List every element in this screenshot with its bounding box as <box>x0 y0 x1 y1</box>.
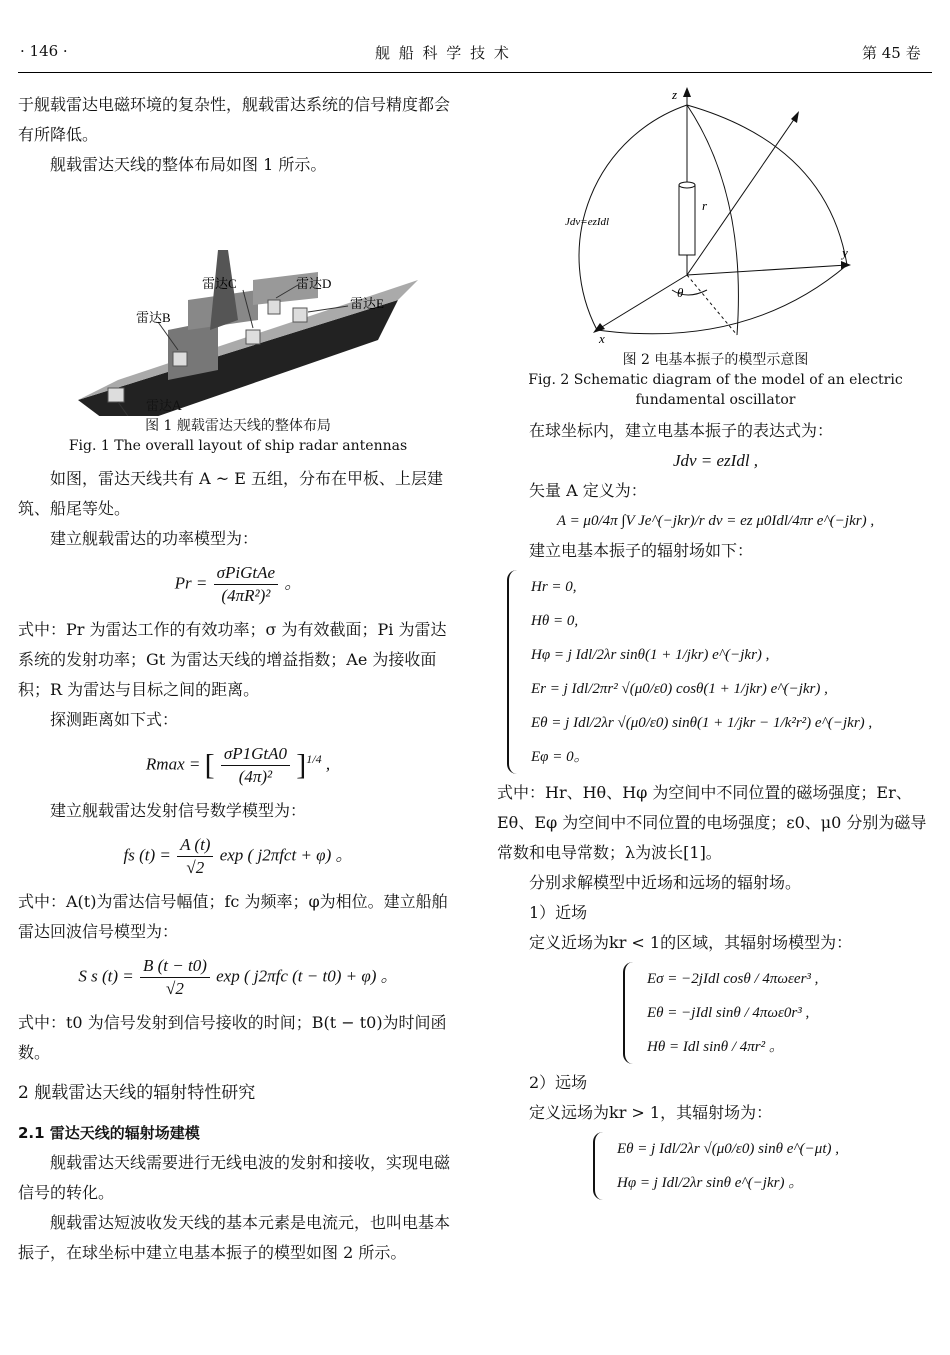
field-eq: Er = j Idl/2πr² √(μ0/ε0) cosθ(1 + 1/jkr) e^(−jkr) , <box>531 681 828 697</box>
eq-num: A (t) <box>177 834 213 857</box>
paragraph: 舰载雷达天线需要进行无线电波的发射和接收，实现电磁信号的转化。 <box>18 1153 451 1202</box>
radar-c-icon <box>246 330 260 344</box>
x-axis-label: x <box>599 331 605 346</box>
paragraph: 定义远场为kr > 1，其辐射场为： <box>529 1103 773 1122</box>
volume-label: 第 45 卷 <box>862 44 921 62</box>
header-rule <box>18 72 932 73</box>
field-eq: Hθ = Idl sinθ / 4πr² 。 <box>647 1039 784 1055</box>
eq-den: √2 <box>166 979 184 998</box>
brace-icon <box>593 1132 609 1200</box>
paragraph: 在球坐标内，建立电基本振子的表达式为： <box>529 421 834 440</box>
paragraph: 探测距离如下式： <box>50 710 179 729</box>
figure-2-caption-cn: 图 2 电基本振子的模型示意图 <box>622 352 809 368</box>
field-eq: Hφ = j Idl/2λr sinθ(1 + 1/jkr) e^(−jkr) , <box>531 647 770 663</box>
field-eq: Hφ = j Idl/2λr sinθ e^(−jkr) 。 <box>617 1175 804 1191</box>
paragraph: 舰载雷达天线的整体布局如图 1 所示。 <box>50 155 327 174</box>
paragraph: 定义近场为kr < 1的区域，其辐射场模型为： <box>529 933 853 952</box>
paragraph: 如图，雷达天线共有 A ~ E 五组，分布在甲板、上层建筑、船尾等处。 <box>18 469 443 518</box>
eq-rest: exp ( j2πfc (t − t0) + φ) 。 <box>216 966 398 986</box>
subsection-heading: 2.1 雷达天线的辐射场建模 <box>18 1124 200 1142</box>
subheading: 1）近场 <box>529 903 588 922</box>
paragraph: 式中：A(t)为雷达信号幅值；fc 为频率；φ为相位。建立船舶雷达回波信号模型为： <box>18 892 448 941</box>
paragraph: 舰载雷达短波收发天线的基本元素是电流元，也叫电基本振子，在球坐标中建立电基本振子的模型如图 2 所示。 <box>18 1213 451 1262</box>
figure-1 <box>18 180 458 416</box>
field-eq: Eφ = 0。 <box>531 749 589 765</box>
figure-1-caption-en: Fig. 1 The overall layout of ship radar antennas <box>68 438 408 454</box>
paragraph: 式中：Hr、Hθ、Hφ 为空间中不同位置的磁场强度；Er、Eθ、Eφ 为空间中不同位置的电场强度；ε0、μ0 分别为磁导常数和电导常数；λ为波长[1]。 <box>497 783 927 862</box>
eq-lhs: fs (t) = <box>123 845 171 865</box>
eq-end: , <box>325 754 331 774</box>
radar-d-icon <box>268 300 280 314</box>
equation-power <box>18 562 458 607</box>
field-eq: Eθ = −jIdl sinθ / 4πωε0r³ , <box>647 1005 810 1021</box>
eq-rest: exp ( j2πfct + φ) 。 <box>219 845 353 865</box>
field-eq: Hr = 0, <box>531 579 577 595</box>
z-axis-label: z <box>672 87 678 102</box>
equation-range: Rmax = [ $\frac{\text{σP1GtA0}}{\text{(4π)²}}$ ]$^{1/4}$ , <box>145 744 331 786</box>
oscillator-diagram <box>497 85 934 350</box>
paragraph: 于舰载雷达电磁环境的复杂性，舰载雷达系统的信号精度都会有所降低。 <box>18 95 451 144</box>
eq-lhs: Pr = <box>174 573 208 593</box>
left-column <box>18 90 458 1268</box>
equation-echo <box>18 955 458 1000</box>
equation-vector-a: A = μ0/4π ∫V Je^(−jkr)/r dv = ez μ0Idl/4πr e^(−jkr) , <box>556 513 875 529</box>
paragraph: 矢量 A 定义为： <box>529 481 647 500</box>
y-axis-label: y <box>842 245 848 260</box>
figure-1-caption-cn: 图 1 舰载雷达天线的整体布局 <box>145 418 331 434</box>
eq-den: (4π)² <box>238 767 273 786</box>
paragraph: 式中：Pr 为雷达工作的有效功率；σ 为有效截面；Pi 为雷达系统的发射功率；Gt 为雷达天线的增益指数；Ae 为接收面积；R 为雷达与目标之间的距离。 <box>18 620 447 699</box>
radar-a-label: 雷达A <box>146 399 182 414</box>
radar-a-icon <box>108 388 124 402</box>
current-element-icon <box>679 185 695 255</box>
ship-illustration <box>18 180 458 416</box>
eq-num: σP1GtA0 <box>221 743 290 766</box>
section-heading: 2 舰载雷达天线的辐射特性研究 <box>18 1083 256 1103</box>
near-field-system <box>623 962 934 1064</box>
field-eq: Hθ = 0, <box>531 613 579 629</box>
radar-e-label: 雷达E <box>350 296 384 311</box>
paragraph: 建立舰载雷达发射信号数学模型为： <box>50 801 307 820</box>
radiation-field-system <box>507 570 934 774</box>
eq-den: (4πR²)² <box>221 586 271 605</box>
journal-title: 舰 船 科 学 技 术 <box>375 44 511 62</box>
brace-icon <box>507 570 523 774</box>
field-eq: Eσ = −2jIdl cosθ / 4πωεer³ , <box>647 971 819 987</box>
paragraph: 式中：t0 为信号发射到信号接收的时间；B(t − t0)为时间函数。 <box>18 1013 447 1062</box>
eq-den: √2 <box>186 858 205 877</box>
radar-d-label: 雷达D <box>296 276 332 291</box>
theta-label: θ <box>677 285 684 300</box>
radar-b-label: 雷达B <box>136 310 171 325</box>
jdv-label: Jdv=ezIdl <box>565 216 610 228</box>
brace-icon <box>623 962 639 1064</box>
radar-b-icon <box>173 352 187 366</box>
eq-num: σPiGtAe <box>214 562 278 585</box>
paragraph: 分别求解模型中近场和远场的辐射场。 <box>529 873 802 892</box>
eq-lhs: Rmax = <box>145 754 201 774</box>
radar-c-label: 雷达C <box>202 276 237 291</box>
paragraph: 建立电基本振子的辐射场如下： <box>529 541 754 560</box>
right-column <box>497 85 934 1200</box>
field-eq: Eθ = j Idl/2λr √(μ0/ε0) sinθ e^(−μt) , <box>617 1141 839 1157</box>
figure-2-caption-en: Fig. 2 Schematic diagram of the model of an electric fundamental oscillator <box>528 372 903 408</box>
radar-e-icon <box>293 308 307 322</box>
far-field-system <box>593 1132 934 1200</box>
eq-end: 。 <box>284 573 302 593</box>
figure-2 <box>497 85 934 350</box>
eq-num: B (t − t0) <box>140 955 210 978</box>
field-eq: Eθ = j Idl/2λr √(μ0/ε0) sinθ(1 + 1/jkr − 1/k²r²) e^(−jkr) , <box>531 715 873 731</box>
equation-jdv: Jdv = ezIdl , <box>672 451 759 470</box>
subheading: 2）远场 <box>529 1073 588 1092</box>
page-number: · 146 · <box>20 42 68 60</box>
equation-signal <box>18 834 458 879</box>
eq-exp: 1/4 <box>306 751 322 766</box>
r-label: r <box>702 198 708 213</box>
eq-lhs: S s (t) = <box>78 966 134 986</box>
paragraph: 建立舰载雷达的功率模型为： <box>50 529 259 548</box>
